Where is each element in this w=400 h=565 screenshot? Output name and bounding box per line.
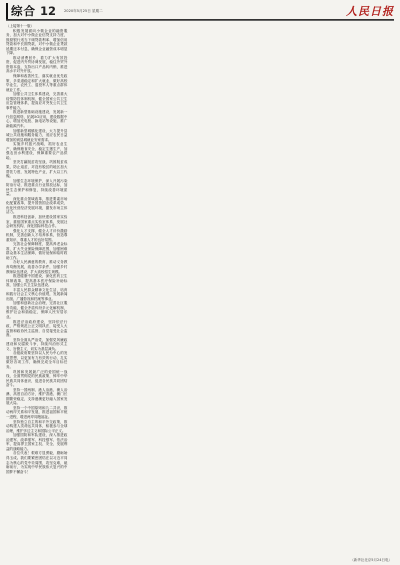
article-paragraph: 巩固和发展最广泛的爱国统一战线，全面贯彻党的民族政策，铸牢中华民族共同体意识，促进各民族共同团结奋斗。 [6,369,68,388]
article-paragraph: 推进健康中国建设，深化医药卫生体制改革，提高基本医疗保险补助标准，加强公共卫生队伍建设。 [6,274,68,288]
article-paragraph: 加强新型城镇化建设，大力提升县城公共设施和服务能力，适应农民日益增加的到县城就业安家需求。 [6,128,68,142]
page-number: 12 [40,4,57,18]
article-paragraph: 坚持一国两制、港人治港、澳人治澳、高度自治方针，维护香港、澳门长期繁荣稳定，支持港澳更好融入国家发展大局。 [6,387,68,406]
article-paragraph: 保障和改善民生，落实就业优先政策，多渠道稳定和扩大就业，做好高校毕业生、农民工、退役军人等重点群体就业工作。 [6,74,68,92]
newspaper-logo: 人民日报 [346,5,394,18]
article-paragraph: 推动消费回升，着力扩大有效投资，促进内外贸协调发展，稳住外贸外资基本盘，支持出口产品转内销，推进高水平对外开放。 [6,55,68,74]
article-paragraph: 坚持全面从严治党，加强党风廉政建设和反腐败斗争，持续纠治形式主义、官僚主义，切实为基层减负。 [6,337,68,351]
article-lead: （上接第十一版） [6,24,34,28]
article-paragraph: 加强公共卫生体系建设，完善重大疫情防控体制机制，健全国家公共卫生应急管理体系，提高应对突发公共卫生事件能力。 [6,92,68,110]
article-source-line: （新华社北京5月24日电） [350,558,392,562]
article-paragraph: 实施乡村振兴战略，抓好农业生产，确保粮食安全，稳定生猪生产，加强农田水利建设，保障重要农产品供给。 [6,142,68,160]
article-paragraph: 各位代表！艰难方显勇毅，磨砺始得玉成。我们要紧密团结在以习近平同志为核心的党中央周围，攻坚克难，砥砺前行，为实现中华民族伟大复兴的中国梦不懈奋斗！ [6,451,68,474]
article-paragraph: 加强国防和军队建设，深入推进政治建军、改革强军、科技强军、依法治军，提高捍卫国家主权、安全、发展利益的战略能力。 [6,433,68,451]
article-paragraph: 加强和创新社会治理，完善社区服务功能，健全矛盾纠纷多元化解机制，维护社会和谐稳定，保障人民安居乐业。 [6,301,68,319]
article-paragraph: 办好人民满意的教育，推动义务教育均衡发展，改善办学条件，加强乡村教师队伍建设，扩大高校招生规模。 [6,260,68,274]
dateline: 2020年5月25日 星期二 [64,8,103,13]
article-paragraph: 推进科技创新，加快建设国家实验室，重组国家重点实验室体系，发展社会研发机构，深化国际科技合作。 [6,214,68,229]
article-paragraph: 深化重点领域改革，推进要素市场化配置改革，提升国资国企改革成效，优化民营经济发展环境，激发市场主体活力。 [6,196,68,215]
article-paragraph: 完善社会保障制度，提高养老金标准，扩大失业保险保障范围，加强困难群众基本生活保障，做好低保和临时救助工作。 [6,242,68,260]
article-paragraph: 推进新型基础设施建设，发展新一代信息网络，拓展5G应用，建设数据中心，增加充电桩、换电站等设施，推广新能源汽车。 [6,110,68,129]
article-paragraph: 积极发展面向小微企业的融资服务，加大对中小微企业信贷支持力度，鼓励银行适当下调贷款利率、增加信用贷款和中长期贷款，对中小微企业贷款延期还本付息，确保企业融资成本明显下降。 [6,28,68,56]
article-paragraph: 坚持独立自主的和平外交政策，推动构建人类命运共同体，积极参与全球治理，维护多边主义和国际公平正义。 [6,419,68,433]
section-title: 综合 [6,3,36,19]
article-paragraph: 坚持一个中国原则和九二共识，推动两岸关系和平发展，推进祖国和平统一进程，增进两岸同胞福祉。 [6,405,68,420]
article-paragraph: 各级政府要坚持以人民为中心的发展思想，以更加有力有效的行动，扎实做好各项工作，确保完成全年目标任务。 [6,351,68,370]
article-paragraph: 推进法治政府建设，坚持依法行政，严格规范公正文明执法，接受人大监督和政协民主监督，自觉接受社会监督。 [6,319,68,338]
article-paragraph: 强化人才支撑，健全人才评价激励机制，完善创新人才培养体系，营造尊重知识、尊重人才的良好氛围。 [6,228,68,242]
article-paragraph: 坚决打赢脱贫攻坚战，巩固脱贫成果，防止返贫，对没有脱贫的地区加大帮扶力度，发展特色产业，扩大以工代赈。 [6,160,68,179]
masthead-rule-thin [6,20,394,21]
article-paragraph: 加强生态环境保护，深入开展污染防治行动，推进重点行业排放达标，加快生态保护和修复，持续改善环境质量。 [6,178,68,197]
article-body [6,24,394,559]
article-paragraph: 丰富人民群众精神文化生活，培育和践行社会主义核心价值观，发展新闻出版、广播影视和档案等事业。 [6,287,68,301]
masthead [6,4,394,18]
